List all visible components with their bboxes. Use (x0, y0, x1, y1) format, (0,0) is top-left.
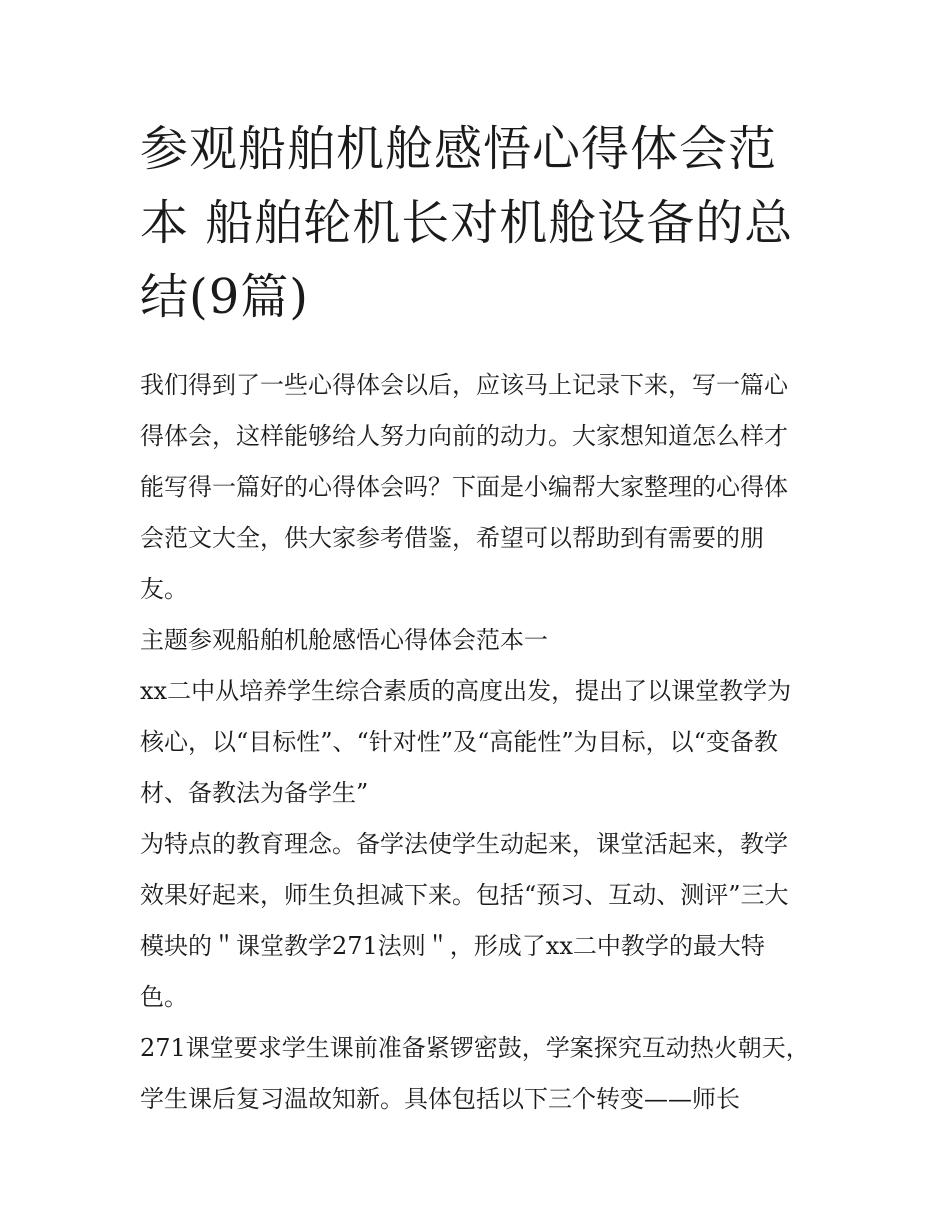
paragraph-intro: 我们得到了一些心得体会以后，应该马上记录下来，写一篇心得体会，这样能够给人努力向前的动力。大家想知道怎么样才能写得一篇好的心得体会吗？下面是小编帮大家整理的心得体会范文大全，供大家参考借鉴，希望可以帮助到有需要的朋友。 (140, 371, 788, 603)
paragraph-section-heading: 主题参观船舶机舱感悟心得体会范本一 (140, 626, 548, 654)
document-body (140, 360, 810, 1125)
paragraph-3: 271课堂要求学生课前准备紧锣密鼓，学案探究互动热火朝天，学生课后复习温故知新。具体包括以下三个转变——师长 (140, 1034, 810, 1113)
document-title: 参观船舶机舱感悟心得体会范本 船舶轮机长对机舱设备的总结(9篇) (140, 121, 794, 325)
paragraph-2: 为特点的教育理念。备学法使学生动起来，课堂活起来，教学效果好起来，师生负担减下来。包括“预习、互动、测评”三大模块的＂课堂教学271法则＂，形成了xx二中教学的最大特色。 (140, 830, 789, 1011)
paragraph-1: xx二中从培养学生综合素质的高度出发，提出了以课堂教学为核心，以“目标性”、“针对性”及“高能性”为目标，以“变备教材、备教法为备学生” (140, 677, 792, 807)
